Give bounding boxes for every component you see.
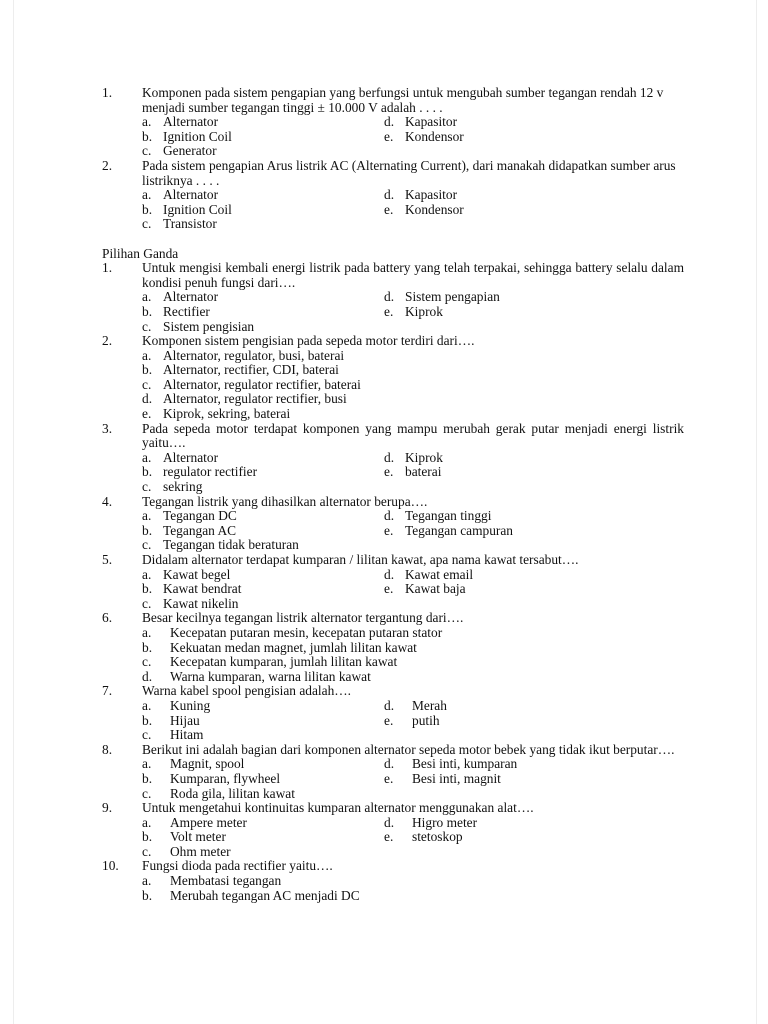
answer-option — [142, 392, 624, 407]
answer-option — [384, 465, 624, 480]
option-letter: a. — [142, 566, 152, 582]
option-text: Alternator, regulator rectifier, busi — [163, 391, 347, 407]
option-letter: a. — [142, 187, 152, 203]
option-text: Hijau — [170, 712, 200, 728]
option-letter: b. — [142, 362, 153, 378]
question-number: 2. — [102, 333, 113, 349]
document-content — [102, 86, 684, 903]
question-block-ignition — [102, 86, 684, 232]
question-text: Pada sepeda motor terdapat komponen yang mampu merubah gerak putar menjadi energi listrik yaitu…. — [142, 420, 684, 451]
answer-option — [142, 217, 384, 232]
question-item — [102, 422, 684, 495]
answer-option — [384, 509, 624, 524]
option-letter: b. — [142, 522, 153, 538]
question-item — [102, 611, 684, 684]
answer-option — [142, 203, 384, 218]
answer-options — [142, 757, 684, 801]
option-text: putih — [412, 712, 440, 728]
answer-option — [142, 305, 384, 320]
option-letter: d. — [142, 668, 153, 684]
answer-option — [142, 816, 384, 831]
option-letter: d. — [384, 756, 395, 772]
option-text: Alternator — [163, 114, 219, 130]
answer-option — [384, 524, 624, 539]
question-number: 8. — [102, 741, 113, 757]
option-letter: d. — [384, 114, 395, 130]
option-text: Sistem pengisian — [163, 318, 255, 334]
option-letter: c. — [142, 537, 152, 553]
question-item — [102, 684, 684, 742]
option-text: Warna kumparan, warna lilitan kawat — [170, 668, 371, 684]
option-letter: c. — [142, 654, 152, 670]
answer-option — [384, 714, 624, 729]
question-number: 7. — [102, 683, 113, 699]
option-letter: c. — [142, 216, 152, 232]
answer-option — [142, 699, 384, 714]
question-item — [102, 495, 684, 553]
answer-option — [142, 378, 624, 393]
option-letter: e. — [384, 464, 394, 480]
answer-option — [142, 568, 384, 583]
question-number: 9. — [102, 800, 113, 816]
answer-options — [142, 699, 684, 743]
option-text: Kawat bendrat — [163, 581, 242, 597]
answer-options — [142, 451, 684, 495]
option-text: Kekuatan medan magnet, jumlah lilitan kawat — [170, 639, 417, 655]
answer-option — [384, 451, 624, 466]
option-text: Kecepatan kumparan, jumlah lilitan kawat — [170, 654, 398, 670]
option-letter: c. — [142, 785, 152, 801]
answer-option — [142, 524, 384, 539]
option-letter: a. — [142, 624, 152, 640]
option-text: Tegangan campuran — [405, 522, 513, 538]
option-text: regulator rectifier — [163, 464, 258, 480]
answer-option — [142, 480, 384, 495]
answer-option — [142, 407, 624, 422]
option-text: Tegangan AC — [163, 522, 237, 538]
answer-option — [142, 130, 384, 145]
option-text: Besi inti, kumparan — [412, 756, 518, 772]
option-text: baterai — [405, 464, 442, 480]
option-text: Generator — [163, 143, 217, 159]
option-letter: b. — [142, 887, 153, 903]
option-letter: e. — [142, 406, 152, 422]
answer-option — [384, 830, 624, 845]
option-text: Kuning — [170, 697, 211, 713]
option-letter: c. — [142, 479, 152, 495]
option-text: Kondensor — [405, 201, 464, 217]
option-text: Ohm meter — [170, 843, 231, 859]
option-letter: b. — [142, 770, 153, 786]
option-letter: a. — [142, 756, 152, 772]
option-text: Tegangan tidak beraturan — [163, 537, 299, 553]
answer-option — [384, 568, 624, 583]
answer-option — [142, 728, 384, 743]
answer-option — [384, 130, 624, 145]
option-letter: b. — [142, 581, 153, 597]
option-text: Kapasitor — [405, 187, 458, 203]
answer-option — [384, 772, 624, 787]
option-text: sekring — [163, 479, 203, 495]
option-letter: a. — [142, 114, 152, 130]
option-text: Kondensor — [405, 128, 464, 144]
answer-options — [142, 290, 684, 334]
option-text: Alternator, rectifier, CDI, baterai — [163, 362, 339, 378]
option-letter: b. — [142, 201, 153, 217]
option-letter: b. — [142, 639, 153, 655]
question-block-charging — [102, 261, 684, 903]
question-number: 5. — [102, 552, 113, 567]
answer-options — [142, 349, 684, 422]
question-text: Berikut ini adalah bagian dari komponen alternator sepeda motor bebek yang tidak ikut berputar…. — [142, 741, 675, 757]
option-text: Kawat nikelin — [163, 595, 239, 611]
answer-option — [142, 787, 384, 802]
answer-option — [384, 816, 624, 831]
answer-option — [142, 670, 624, 685]
option-text: Kapasitor — [405, 114, 458, 130]
answer-option — [384, 582, 624, 597]
option-text: Merah — [412, 697, 447, 713]
question-text: Pada sistem pengapian Arus listrik AC (Alternating Current), dari manakah didapatkan sumber arus listriknya . . . . — [142, 157, 676, 188]
question-text: Besar kecilnya tegangan listrik alternator tergantung dari…. — [142, 610, 464, 626]
answer-option — [384, 115, 624, 130]
option-text: Sistem pengapian — [405, 289, 500, 305]
option-text: Membatasi tegangan — [170, 873, 282, 889]
answer-option — [384, 188, 624, 203]
option-text: Kecepatan putaran mesin, kecepatan putaran stator — [170, 624, 443, 640]
question-text: Warna kabel spool pengisian adalah…. — [142, 683, 352, 699]
option-text: Besi inti, magnit — [412, 770, 501, 786]
option-text: Kiprok — [405, 303, 443, 319]
question-item — [102, 553, 684, 611]
option-letter: c. — [142, 376, 152, 392]
option-letter: d. — [384, 289, 395, 305]
question-item — [102, 859, 684, 903]
question-item — [102, 159, 684, 232]
option-text: Transistor — [163, 216, 217, 232]
answer-option — [142, 757, 384, 772]
answer-option — [384, 699, 624, 714]
option-letter: e. — [384, 303, 394, 319]
option-letter: e. — [384, 128, 394, 144]
answer-option — [142, 830, 384, 845]
option-letter: c. — [142, 595, 152, 611]
answer-option — [142, 582, 384, 597]
option-letter: a. — [142, 508, 152, 524]
option-letter: b. — [142, 303, 153, 319]
answer-option — [142, 597, 384, 612]
answer-option — [384, 305, 624, 320]
option-text: Tegangan DC — [163, 508, 237, 524]
answer-options — [142, 626, 684, 684]
answer-option — [142, 363, 624, 378]
answer-options — [142, 115, 684, 159]
answer-option — [142, 845, 384, 860]
option-letter: e. — [384, 201, 394, 217]
option-letter: e. — [384, 581, 394, 597]
question-number: 2. — [102, 157, 113, 173]
answer-option — [384, 757, 624, 772]
answer-option — [384, 290, 624, 305]
answer-options — [142, 568, 684, 612]
answer-option — [142, 509, 384, 524]
option-letter: e. — [384, 829, 394, 845]
option-text: Alternator, regulator rectifier, baterai — [163, 376, 361, 392]
option-letter: a. — [142, 449, 152, 465]
question-item — [102, 86, 684, 159]
answer-option — [142, 290, 384, 305]
answer-option — [142, 772, 384, 787]
option-letter: d. — [384, 814, 395, 830]
option-text: Merubah tegangan AC menjadi DC — [170, 887, 360, 903]
question-text: Didalam alternator terdapat kumparan / lilitan kawat, apa nama kawat tersabut…. — [142, 552, 579, 567]
option-text: Ampere meter — [170, 814, 247, 830]
answer-option — [142, 465, 384, 480]
option-text: Kiprok — [405, 449, 443, 465]
answer-option — [142, 874, 624, 889]
option-letter: a. — [142, 873, 152, 889]
option-text: Kumparan, flywheel — [170, 770, 281, 786]
answer-option — [142, 538, 384, 553]
answer-option — [142, 144, 384, 159]
answer-option — [142, 714, 384, 729]
option-letter: c. — [142, 143, 152, 159]
answer-options — [142, 188, 684, 232]
answer-option — [142, 626, 624, 641]
option-letter: c. — [142, 727, 152, 743]
question-item — [102, 743, 684, 801]
option-text: stetoskop — [412, 829, 463, 845]
option-text: Rectifier — [163, 303, 210, 319]
option-text: Ignition Coil — [163, 128, 232, 144]
question-item — [102, 801, 684, 859]
answer-option — [142, 349, 624, 364]
answer-option — [384, 203, 624, 218]
answer-options — [142, 509, 684, 553]
option-text: Higro meter — [412, 814, 478, 830]
question-number: 3. — [102, 420, 113, 436]
question-number: 1. — [102, 260, 113, 276]
question-text: Komponen pada sistem pengapian yang berfungsi untuk mengubah sumber tegangan rendah 12 v menjadi sumber tegangan tinggi ± 10.000 V adalah . . . . — [142, 85, 664, 115]
option-text: Roda gila, lilitan kawat — [170, 785, 295, 801]
option-text: Kawat begel — [163, 566, 231, 582]
answer-option — [142, 115, 384, 130]
answer-option — [142, 451, 384, 466]
question-item — [102, 334, 684, 422]
question-text: Untuk mengetahui kontinuitas kumparan alternator menggunakan alat…. — [142, 800, 534, 816]
answer-option — [142, 188, 384, 203]
question-number: 1. — [102, 85, 113, 100]
question-text: Fungsi dioda pada rectifier yaitu…. — [142, 858, 333, 874]
question-text: Tegangan listrik yang dihasilkan alternator berupa…. — [142, 493, 428, 509]
document-page — [13, 0, 757, 1024]
option-letter: a. — [142, 697, 152, 713]
option-text: Volt meter — [170, 829, 226, 845]
option-letter: c. — [142, 318, 152, 334]
option-text: Alternator — [163, 187, 219, 203]
option-letter: d. — [384, 566, 395, 582]
option-text: Kiprok, sekring, baterai — [163, 406, 291, 422]
option-text: Alternator — [163, 289, 219, 305]
option-text: Alternator, regulator, busi, baterai — [163, 347, 345, 363]
option-letter: e. — [384, 770, 394, 786]
answer-option — [142, 320, 384, 335]
question-number: 10. — [102, 858, 119, 874]
question-text: Untuk mengisi kembali energi listrik pada battery yang telah terpakai, sehingga battery selalu dalam kondisi penuh fungsi dari…. — [142, 260, 684, 290]
question-number: 6. — [102, 610, 113, 626]
option-letter: c. — [142, 843, 152, 859]
option-letter: d. — [384, 449, 395, 465]
question-item — [102, 261, 684, 334]
section-title: Pilihan Ganda — [102, 245, 179, 261]
answer-option — [142, 889, 624, 904]
option-text: Hitam — [170, 727, 204, 743]
option-letter: d. — [384, 508, 395, 524]
option-letter: b. — [142, 464, 153, 480]
option-text: Magnit, spool — [170, 756, 245, 772]
question-text: Komponen sistem pengisian pada sepeda motor terdiri dari…. — [142, 333, 475, 349]
option-letter: e. — [384, 712, 394, 728]
option-letter: d. — [384, 187, 395, 203]
question-number: 4. — [102, 493, 113, 509]
option-letter: e. — [384, 522, 394, 538]
option-text: Tegangan tinggi — [405, 508, 492, 524]
option-letter: a. — [142, 289, 152, 305]
option-letter: d. — [142, 391, 153, 407]
option-letter: b. — [142, 128, 153, 144]
option-text: Alternator — [163, 449, 219, 465]
answer-options — [142, 816, 684, 860]
option-letter: a. — [142, 347, 152, 363]
answer-option — [142, 655, 624, 670]
option-text: Kawat baja — [405, 581, 466, 597]
answer-option — [142, 641, 624, 656]
option-letter: d. — [384, 697, 395, 713]
option-letter: a. — [142, 814, 152, 830]
option-letter: b. — [142, 829, 153, 845]
option-text: Ignition Coil — [163, 201, 232, 217]
option-text: Kawat email — [405, 566, 474, 582]
option-letter: b. — [142, 712, 153, 728]
answer-options — [142, 874, 684, 903]
